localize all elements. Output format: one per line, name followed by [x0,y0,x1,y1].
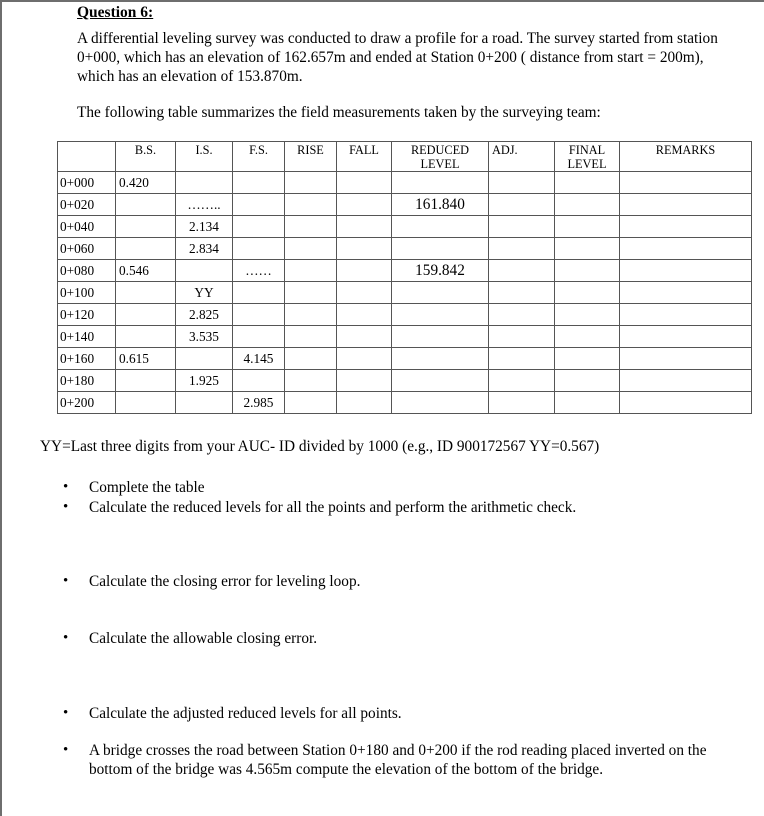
fs-cell [233,282,285,304]
reduced-level-cell [392,282,489,304]
fall-cell [337,370,392,392]
fs-cell [233,194,285,216]
is-cell: 3.535 [176,326,233,348]
is-cell: …….. [176,194,233,216]
is-cell [176,392,233,414]
adj-cell [489,282,555,304]
bs-cell [116,326,176,348]
fall-cell [337,348,392,370]
is-cell: 2.134 [176,216,233,238]
bullet-icon: • [63,479,69,495]
reduced-level-cell [392,238,489,260]
bullet-icon: • [63,499,69,515]
header-station [58,142,116,172]
fs-cell [233,238,285,260]
final-level-cell [555,260,620,282]
rise-cell [285,238,337,260]
final-level-cell [555,304,620,326]
fs-cell [233,326,285,348]
fs-cell [233,172,285,194]
final-level-cell [555,392,620,414]
remarks-cell [620,392,752,414]
final-level-cell [555,282,620,304]
header-is: I.S. [176,142,233,172]
adj-cell [489,194,555,216]
final-level-cell [555,216,620,238]
task-text: A bridge crosses the road between Station 0+180 and 0+200 if the rod reading placed inverted on the bottom of the bridge was 4.565m compute the elevation of the bottom of the bridge. [89,742,707,778]
table-row [58,326,752,348]
fs-cell [233,304,285,326]
reduced-level-cell [392,326,489,348]
station-cell: 0+080 [58,260,116,282]
is-cell: 1.925 [176,370,233,392]
fall-cell [337,304,392,326]
table-row [58,216,752,238]
final-level-cell [555,172,620,194]
header-reduced-level: REDUCED LEVEL [392,142,489,172]
table-lead-text: The following table summarizes the field measurements taken by the surveying team: [77,104,601,121]
intro-paragraph: A differential leveling survey was conducted to draw a profile for a road. The survey started from station 0+000, which has an elevation of 162.657m and ended at Station 0+200 ( distance from start = 200m), which has an elevation of 153.870m. [77,30,718,85]
fall-cell [337,194,392,216]
reduced-level-cell [392,392,489,414]
station-cell: 0+020 [58,194,116,216]
final-level-cell [555,348,620,370]
bullet-icon: • [63,630,69,646]
rise-cell [285,326,337,348]
bs-cell [116,194,176,216]
header-remarks: REMARKS [620,142,752,172]
task-text: Calculate the reduced levels for all the points and perform the arithmetic check. [89,499,577,516]
table-row [58,260,752,282]
fs-cell: 4.145 [233,348,285,370]
bs-cell: 0.546 [116,260,176,282]
fall-cell [337,392,392,414]
table-header-row [58,142,752,172]
table-row [58,282,752,304]
final-level-cell [555,326,620,348]
station-cell: 0+140 [58,326,116,348]
station-cell: 0+060 [58,238,116,260]
reduced-level-cell: 161.840 [392,194,489,216]
remarks-cell [620,216,752,238]
station-cell: 0+100 [58,282,116,304]
is-cell [176,348,233,370]
rise-cell [285,370,337,392]
page-top-border [0,0,764,2]
header-fall: FALL [337,142,392,172]
bs-cell: 0.420 [116,172,176,194]
station-cell: 0+000 [58,172,116,194]
rise-cell [285,216,337,238]
station-cell: 0+160 [58,348,116,370]
reduced-level-cell [392,172,489,194]
is-cell: YY [176,282,233,304]
fall-cell [337,326,392,348]
yy-note: YY=Last three digits from your AUC- ID divided by 1000 (e.g., ID 900172567 YY=0.567) [40,438,600,455]
task-text: Calculate the adjusted reduced levels for all points. [89,705,402,722]
bs-cell [116,304,176,326]
rise-cell [285,172,337,194]
task-text: Calculate the closing error for leveling loop. [89,573,361,590]
remarks-cell [620,282,752,304]
task-text: Complete the table [89,479,205,496]
reduced-level-cell: 159.842 [392,260,489,282]
table-row [58,392,752,414]
task-text: Calculate the allowable closing error. [89,630,318,647]
table-row [58,172,752,194]
table-row [58,194,752,216]
rise-cell [285,304,337,326]
fall-cell [337,216,392,238]
header-fs: F.S. [233,142,285,172]
adj-cell [489,326,555,348]
bs-cell [116,238,176,260]
table-row [58,304,752,326]
final-level-cell [555,238,620,260]
fs-cell [233,216,285,238]
rise-cell [285,194,337,216]
reduced-level-cell [392,370,489,392]
adj-cell [489,216,555,238]
remarks-cell [620,194,752,216]
adj-cell [489,348,555,370]
fall-cell [337,260,392,282]
reduced-level-cell [392,216,489,238]
final-level-cell [555,194,620,216]
remarks-cell [620,260,752,282]
remarks-cell [620,238,752,260]
remarks-cell [620,304,752,326]
table-row [58,238,752,260]
station-cell: 0+180 [58,370,116,392]
header-final-level: FINAL LEVEL [555,142,620,172]
rise-cell [285,392,337,414]
fall-cell [337,238,392,260]
bullet-icon: • [63,705,69,721]
bs-cell [116,216,176,238]
adj-cell [489,172,555,194]
bs-cell: 0.615 [116,348,176,370]
remarks-cell [620,326,752,348]
is-cell [176,172,233,194]
is-cell [176,260,233,282]
station-cell: 0+200 [58,392,116,414]
bullet-icon: • [63,573,69,589]
adj-cell [489,238,555,260]
remarks-cell [620,370,752,392]
bs-cell [116,370,176,392]
adj-cell [489,392,555,414]
adj-cell [489,260,555,282]
header-adj: ADJ. [489,142,555,172]
rise-cell [285,260,337,282]
rise-cell [285,282,337,304]
fall-cell [337,172,392,194]
remarks-cell [620,348,752,370]
header-bs: B.S. [116,142,176,172]
bs-cell [116,392,176,414]
bullet-icon: • [63,742,69,758]
remarks-cell [620,172,752,194]
question-title: Question 6: [77,4,154,21]
reduced-level-cell [392,304,489,326]
leveling-table [57,141,752,414]
adj-cell [489,370,555,392]
is-cell: 2.825 [176,304,233,326]
fs-cell: 2.985 [233,392,285,414]
header-rise: RISE [285,142,337,172]
bs-cell [116,282,176,304]
table-row [58,348,752,370]
fall-cell [337,282,392,304]
fs-cell: …… [233,260,285,282]
rise-cell [285,348,337,370]
page-left-border [0,0,2,816]
station-cell: 0+120 [58,304,116,326]
fs-cell [233,370,285,392]
reduced-level-cell [392,348,489,370]
table-row [58,370,752,392]
station-cell: 0+040 [58,216,116,238]
final-level-cell [555,370,620,392]
adj-cell [489,304,555,326]
is-cell: 2.834 [176,238,233,260]
